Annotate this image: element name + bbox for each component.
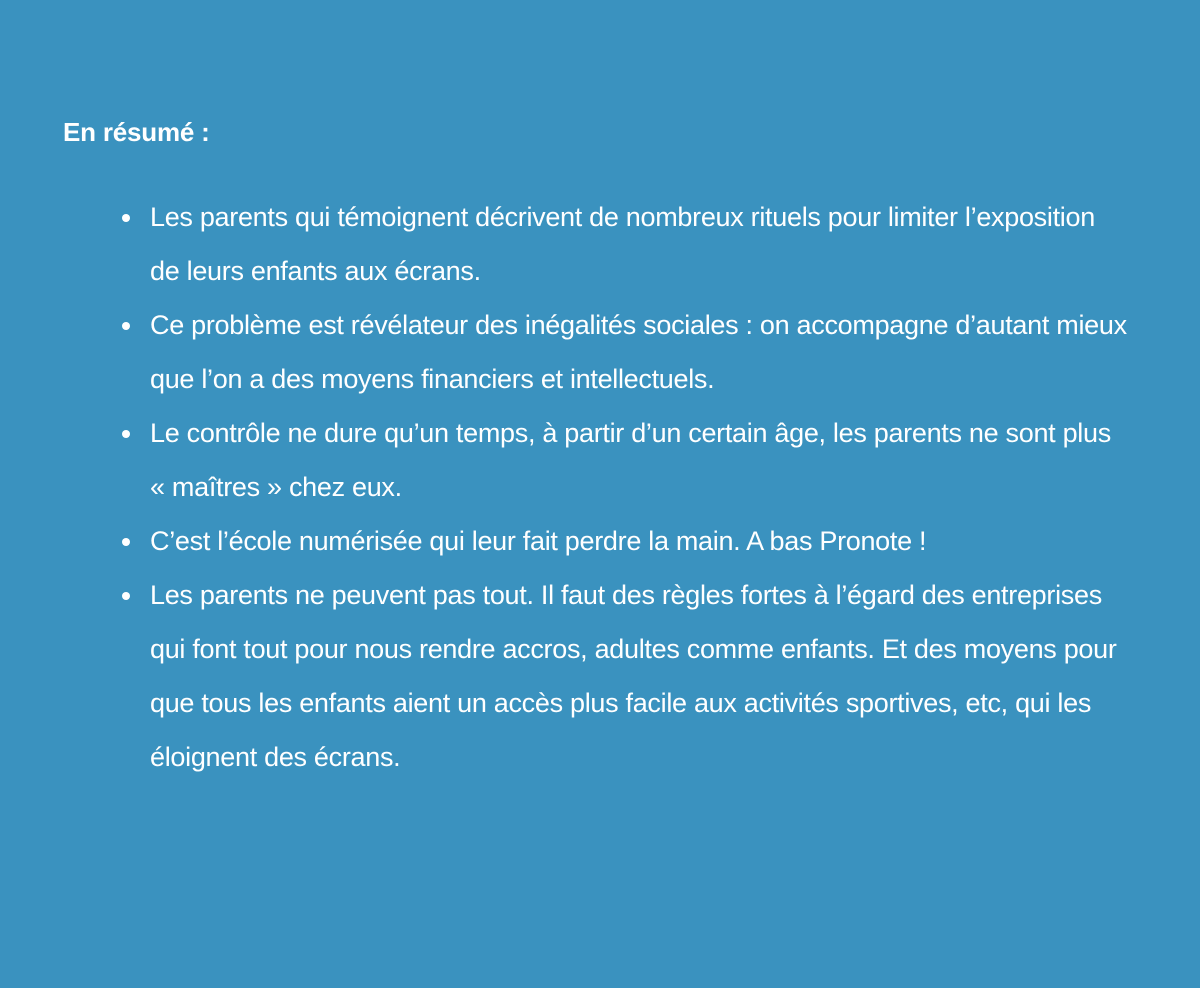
- bullet-icon: [122, 214, 130, 222]
- summary-item-text: Les parents ne peuvent pas tout. Il faut des règles fortes à l’égard des entreprises qui font tout pour nous rendre accros, adultes comme enfants. Et des moyens pour que tous les enfants aient un accès plus facile aux activités sportives, etc, qui les éloignent des écrans.: [150, 580, 1117, 772]
- summary-item-text: Les parents qui témoignent décrivent de nombreux rituels pour limiter l’exposition de leurs enfants aux écrans.: [150, 202, 1095, 286]
- summary-list-item: [150, 514, 1130, 568]
- summary-list: [63, 190, 1130, 784]
- bullet-icon: [122, 538, 130, 546]
- bullet-icon: [122, 430, 130, 438]
- summary-item-text: C’est l’école numérisée qui leur fait perdre la main. A bas Pronote !: [150, 526, 927, 556]
- summary-list-item: [150, 406, 1130, 514]
- summary-item-text: Le contrôle ne dure qu’un temps, à partir d’un certain âge, les parents ne sont plus « maîtres » chez eux.: [150, 418, 1111, 502]
- summary-list-item: [150, 568, 1130, 784]
- summary-list-item: [150, 190, 1130, 298]
- bullet-icon: [122, 592, 130, 600]
- summary-heading: En résumé :: [63, 117, 210, 147]
- summary-item-text: Ce problème est révélateur des inégalités sociales : on accompagne d’autant mieux que l’on a des moyens financiers et intellectuels.: [150, 310, 1127, 394]
- bullet-icon: [122, 322, 130, 330]
- summary-list-item: [150, 298, 1130, 406]
